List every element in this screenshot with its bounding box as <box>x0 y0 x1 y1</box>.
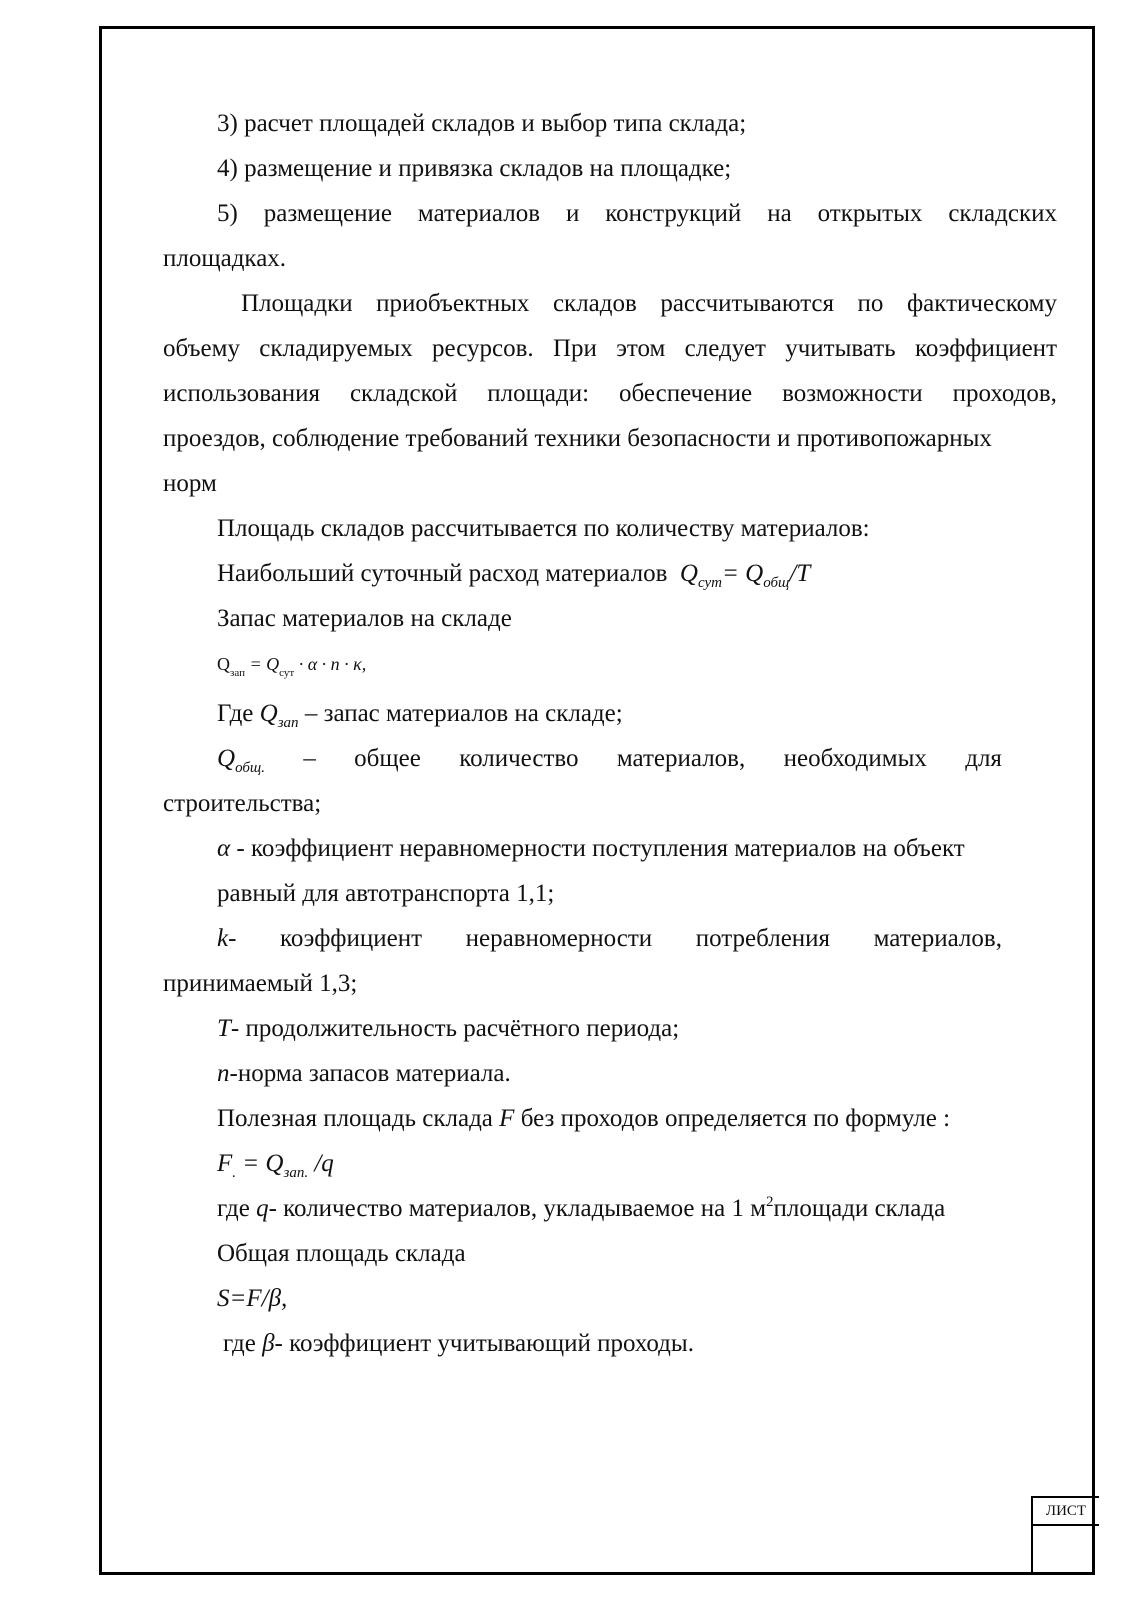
sheet-label: ЛИСТ <box>1033 1498 1099 1526</box>
line-4: площадках. <box>163 245 287 272</box>
line-5: Площадки приобъектных складов рассчитываются по фактическому <box>241 290 1057 317</box>
sheet-stamp <box>1031 1496 1099 1575</box>
line-9: норм <box>163 470 217 497</box>
formula-total-area: S=F/β, <box>217 1285 288 1312</box>
line-28: где β- коэффициент учитывающий проходы. <box>223 1330 694 1357</box>
line-17: α - коэффициент неравномерности поступления материалов на объект <box>217 835 965 862</box>
line-20: принимаемый 1,3; <box>163 970 358 997</box>
line-26: Общая площадь склада <box>217 1240 466 1267</box>
line-14: Где $Q_{зап}$ – запас материалов на складе; <box>217 700 623 731</box>
line-18: равный для автотранспорта 1,1; <box>217 880 555 907</box>
line-21: T- продолжительность расчётного периода; <box>217 1015 680 1042</box>
line-23: Полезная площадь склада F без проходов определяется по формуле : <box>217 1105 951 1132</box>
line-11: Наибольший суточный расход материалов $Q_{сут}= Q_{общ}/T$ <box>217 560 811 591</box>
formula-useful-area: $F_. = Q_{зап.}$ /q <box>217 1150 334 1181</box>
line-19: k- коэффициент неравномерности потребления материалов, <box>217 925 1002 952</box>
line-6: объему складируемых ресурсов. При этом следует учитывать коэффициент <box>163 335 1057 362</box>
line-22: n-норма запасов материала. <box>217 1060 511 1087</box>
line-1: 3) расчет площадей складов и выбор типа склада; <box>217 110 747 137</box>
line-8: проездов, соблюдение требований техники безопасности и противопожарных <box>163 425 992 452</box>
line-15: $Q_{общ.}$ – общее количество материалов, необходимых для <box>217 745 1002 776</box>
formula-stock: $Q_{зап} = Q_{сут} \cdot \alpha \cdot n \cdot \kappa$, <box>217 654 367 679</box>
line-10: Площадь складов рассчитывается по количеству материалов: <box>217 515 870 542</box>
line-25: где q- количество материалов, укладываемое на 1 $м^2площади$ склада <box>217 1194 946 1222</box>
line-3: 5) размещение материалов и конструкций на открытых складских <box>217 200 1057 227</box>
line-2: 4) размещение и привязка складов на площадке; <box>217 155 732 182</box>
line-16: строительства; <box>163 790 322 817</box>
line-7: использования складской площади: обеспечение возможности проходов, <box>163 380 1057 407</box>
formula-daily-consumption: $Q_{сут}= Q_{общ}/T$ <box>679 560 811 591</box>
line-12: Запас материалов на складе <box>217 605 512 632</box>
